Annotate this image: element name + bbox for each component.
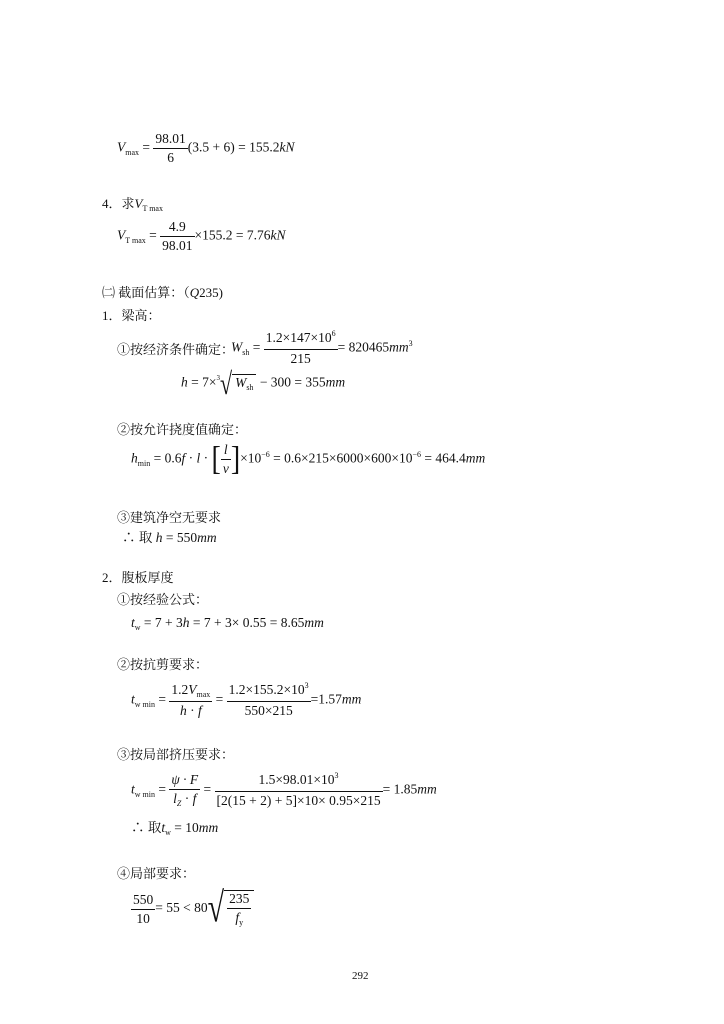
numerator: l — [221, 442, 231, 460]
numerator: 550 — [131, 892, 155, 910]
take-label: 取 — [147, 820, 162, 835]
var-f: f — [235, 910, 240, 925]
superscript: 3 — [334, 771, 339, 780]
equation-vtmax — [117, 219, 286, 254]
numerator — [169, 682, 212, 702]
superscript: −6 — [412, 449, 421, 459]
equals: = — [203, 781, 212, 797]
superscript: 3 — [408, 338, 413, 348]
item-local-requirement: ④局部要求： — [117, 866, 196, 881]
denominator: v — [222, 461, 229, 476]
subscript: w — [165, 828, 171, 837]
var-t: t — [131, 615, 135, 630]
equals: = — [158, 781, 166, 797]
unit: mm — [417, 781, 437, 797]
equation-rest: ×155.2 = 7.76 — [194, 227, 271, 243]
therefore-symbol: ∴ — [122, 530, 136, 545]
var-t: t — [161, 820, 166, 835]
dot: · — [181, 791, 193, 806]
equals: = — [149, 227, 157, 243]
subscript: w — [134, 623, 141, 632]
heading-tail: 235) — [199, 285, 223, 300]
denominator: 215 — [290, 351, 311, 366]
var-f: f — [181, 450, 186, 466]
equation-twmin-bearing — [131, 772, 437, 809]
fraction — [215, 772, 383, 809]
equation-ratio — [131, 885, 254, 932]
var-f: f — [192, 791, 197, 806]
numerator: ψ · F — [169, 772, 200, 790]
equation-tw — [131, 615, 324, 633]
equals: = — [215, 691, 224, 707]
fraction — [169, 682, 212, 719]
fraction — [227, 682, 311, 719]
fraction — [227, 891, 251, 928]
var-t: t — [131, 691, 135, 707]
equals: = — [158, 691, 166, 707]
subscript: min — [137, 458, 151, 468]
equation-rest: = 820465 — [337, 339, 390, 355]
var-w: W — [231, 339, 243, 355]
var-v: V — [117, 227, 126, 243]
unit: mm — [341, 691, 362, 707]
subheading-web-thickness: 2．腹板厚度 — [102, 570, 174, 585]
superscript: 3 — [304, 681, 309, 690]
equation-rest: − 300 = 355 — [259, 374, 326, 390]
denominator — [169, 702, 212, 719]
subscript: y — [239, 918, 244, 927]
var-t: t — [131, 781, 135, 797]
equation-vmax — [117, 131, 295, 166]
denominator — [169, 790, 200, 809]
equation-rest: = 10 — [174, 820, 199, 835]
denominator: 6 — [167, 150, 174, 165]
var-w: W — [235, 375, 247, 390]
numerator — [227, 682, 311, 702]
numerator-text: 1.5×98.01×10 — [258, 772, 335, 787]
item-empirical: ①按经验公式： — [117, 592, 209, 607]
equation-rest: = 550 — [165, 530, 198, 545]
equation-hmin — [131, 442, 485, 477]
heading-label: ㈡ 截面估算：（ — [102, 285, 190, 300]
item-economic: ①按经济条件确定： — [117, 342, 235, 357]
equation-rest: = 1.85 — [382, 781, 418, 797]
var-l: l — [173, 791, 177, 806]
var-q: Q — [189, 285, 200, 300]
denominator: [2(15 + 2) + 5]×10× 0.95×215 — [216, 793, 381, 808]
subscript: w min — [134, 699, 155, 709]
radicand — [224, 890, 254, 928]
unit: kN — [270, 227, 286, 243]
subscript: sh — [242, 347, 250, 357]
heading-label: 4．求 — [102, 196, 135, 211]
var-h: h — [131, 450, 138, 466]
take-h — [122, 530, 217, 546]
subheading-beam-height: 1．梁高： — [102, 308, 161, 323]
equation-rest: (3.5 + 6) = 155.2 — [187, 139, 280, 155]
var-l: l — [196, 450, 201, 466]
subscript: sh — [246, 383, 254, 392]
equation-rest: = 7 + 3 — [143, 615, 183, 630]
var-h: h — [155, 530, 163, 545]
dot: · — [200, 450, 212, 466]
superscript: −6 — [261, 449, 270, 459]
take-label: 取 — [138, 530, 153, 545]
equals: = — [142, 139, 151, 155]
equation-rest: = 55 < 80 — [155, 900, 208, 916]
numerator — [215, 772, 383, 792]
radical-sign: √ — [219, 365, 233, 401]
fraction — [169, 772, 200, 809]
denominator: 98.01 — [162, 238, 193, 253]
equation-mid: = 0.6×215×6000×600×10 — [269, 450, 413, 466]
step-4-heading — [102, 196, 163, 214]
equation-twmin-shear — [131, 682, 361, 719]
var-v: V — [188, 682, 197, 697]
equals: = — [252, 339, 261, 355]
right-bracket: ] — [230, 440, 241, 478]
take-tw — [131, 820, 218, 838]
item-deflection: ②按允许挠度值确定： — [117, 422, 248, 437]
fraction — [221, 442, 231, 477]
unit: mm — [198, 820, 219, 835]
item-shear: ②按抗剪要求： — [117, 657, 209, 672]
dot: · — [186, 703, 198, 718]
item-clearance: ③建筑净空无要求 — [117, 510, 222, 525]
dot: · — [185, 450, 197, 466]
var-h: h — [179, 703, 187, 718]
subscript: max — [125, 147, 140, 157]
subscript: Z — [176, 799, 182, 808]
therefore-symbol: ∴ — [131, 820, 145, 835]
unit: mm — [304, 615, 324, 630]
superscript: 6 — [331, 329, 336, 338]
power: ×10 — [240, 450, 262, 466]
numerator: 235 — [227, 891, 251, 909]
item-local-bearing: ③按局部挤压要求： — [117, 747, 235, 762]
equation-wsh — [231, 330, 413, 367]
var-v: V — [117, 139, 126, 155]
numerator: 4.9 — [160, 219, 194, 237]
numerator: 98.01 — [153, 131, 187, 149]
numerator-text: 1.2 — [171, 682, 189, 697]
fraction — [131, 892, 155, 927]
var-h: h — [181, 374, 188, 390]
var-f: f — [197, 703, 202, 718]
unit: mm — [197, 530, 217, 545]
denominator: 10 — [136, 910, 150, 926]
section-heading — [102, 285, 223, 301]
fraction — [264, 330, 338, 367]
radical-sign: √ — [207, 885, 225, 932]
numerator — [264, 330, 338, 350]
subscript: T max — [142, 204, 163, 213]
equation-pre: = 0.6 — [153, 450, 182, 466]
subscript: w min — [134, 789, 155, 799]
unit: mm — [465, 450, 486, 466]
var-v: V — [134, 196, 143, 211]
numerator-text: 1.2×155.2×10 — [228, 682, 305, 697]
equation-rest: = 7 + 3× 0.55 = 8.65 — [189, 615, 305, 630]
subscript: T max — [125, 235, 146, 245]
left-bracket: [ — [211, 440, 221, 478]
unit: kN — [279, 139, 295, 155]
denominator — [227, 909, 251, 928]
root-index: 3 — [216, 373, 220, 382]
page-number: 292 — [352, 970, 369, 982]
equation-rest: =1.57 — [310, 691, 342, 707]
denominator: 550×215 — [244, 703, 293, 718]
numerator-text: 1.2×147×10 — [265, 330, 332, 345]
subscript: max — [196, 690, 211, 699]
unit: mm — [389, 339, 409, 355]
equation-rest: = 464.4 — [421, 450, 466, 466]
fraction — [153, 131, 187, 166]
equation-h — [181, 365, 346, 401]
radicand — [232, 374, 256, 393]
equation-mid: = 7× — [191, 374, 217, 390]
unit: mm — [325, 374, 346, 390]
fraction — [160, 219, 194, 254]
var-h: h — [182, 615, 190, 630]
